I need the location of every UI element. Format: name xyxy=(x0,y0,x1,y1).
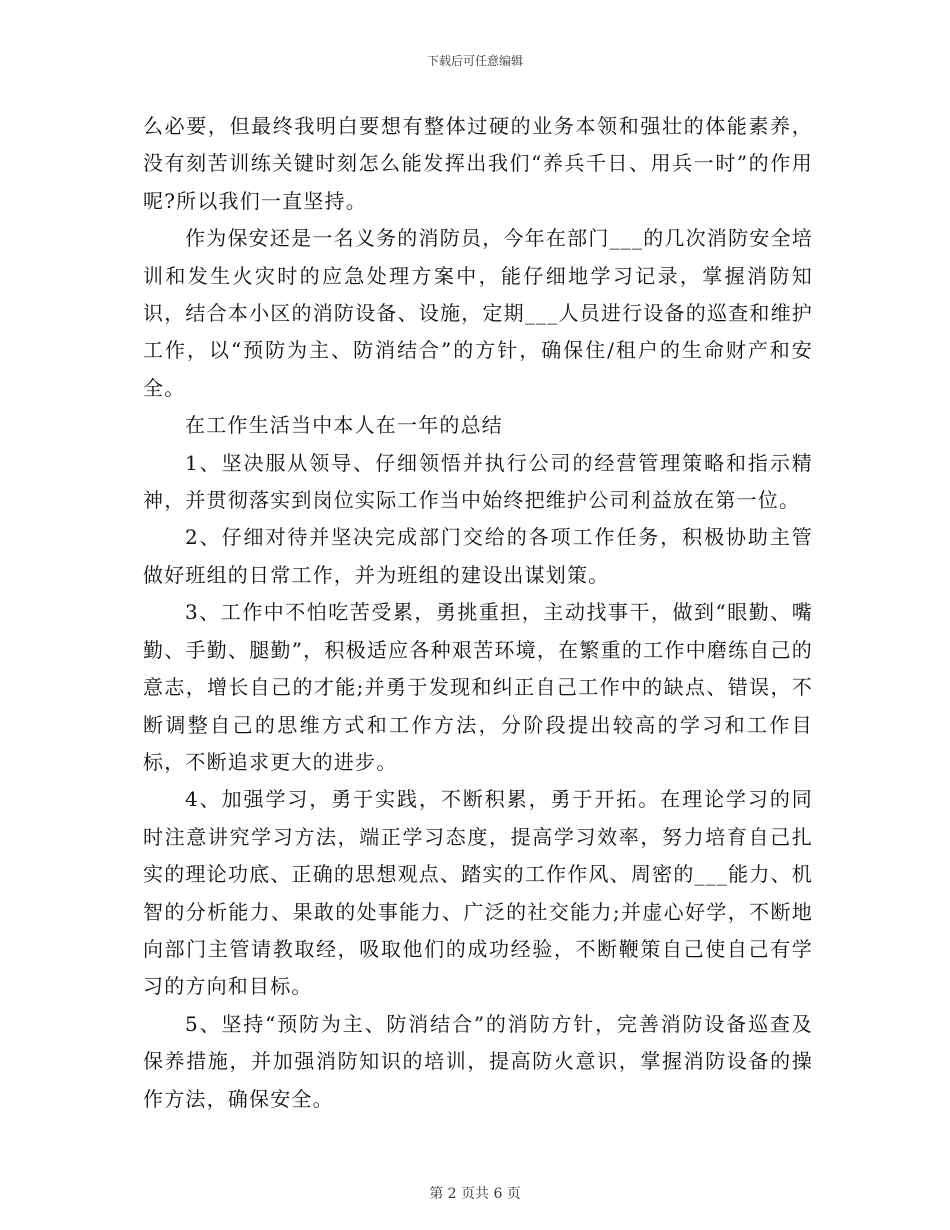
list-item-1: 1、坚决服从领导、仔细领悟并执行公司的经营管理策略和指示精神，并贯彻落实到岗位实际工作当中始终把维护公司利益放在第一位。 xyxy=(143,450,813,513)
list-item-4: 4、加强学习，勇于实践，不断积累，勇于开拓。在理论学习的同时注意讲究学习方法，端正学习态度，提高学习效率，努力培育自己扎实的理论功底、正确的思想观点、踏实的工作作风、周密的___能力、机智的分析能力、果敢的处事能力、广泛的社交能力;并虚心好学，不断地向部门主管请教取经，吸取他们的成功经验，不断鞭策自己使自己有学习的方向和目标。 xyxy=(143,787,813,999)
list-item-5: 5、坚持“预防为主、防消结合”的消防方针，完善消防设备巡查及保养措施，并加强消防知识的培训，提高防火意识，掌握消防设备的操作方法，确保安全。 xyxy=(143,1011,813,1111)
list-item-2: 2、仔细对待并坚决完成部门交给的各项工作任务，积极协助主管做好班组的日常工作，并为班组的建设出谋划策。 xyxy=(143,525,813,587)
paragraph-2: 作为保安还是一名义务的消防员，今年在部门___的几次消防安全培训和发生火灾时的应急处理方案中，能仔细地学习记录，掌握消防知识，结合本小区的消防设备、设施，定期___人员进行设备的巡查和维护工作，以“预防为主、防消结合”的方针，确保住/租户的生命财产和安全。 xyxy=(143,226,813,400)
list-item-3: 3、工作中不怕吃苦受累，勇挑重担，主动找事干，做到“眼勤、嘴勤、手勤、腿勤”，积极适应各种艰苦环境，在繁重的工作中磨练自己的意志，增长自己的才能;并勇于发现和纠正自己工作中的缺点、错误，不断调整自己的思维方式和工作方法，分阶段提出较高的学习和工作目标，不断追求更大的进步。 xyxy=(143,600,813,774)
page-number: 第 2 页共 6 页 xyxy=(429,1186,521,1202)
section-heading: 在工作生活当中本人在一年的总结 xyxy=(185,413,503,438)
document-body xyxy=(143,108,813,1118)
paragraph-1: 么必要，但最终我明白要想有整体过硬的业务本领和强壮的体能素养，没有刻苦训练关键时刻怎么能发挥出我们“养兵千日、用兵一时”的作用呢?所以我们一直坚持。 xyxy=(143,114,813,213)
page-header: 下载后可任意编辑 xyxy=(426,54,523,68)
